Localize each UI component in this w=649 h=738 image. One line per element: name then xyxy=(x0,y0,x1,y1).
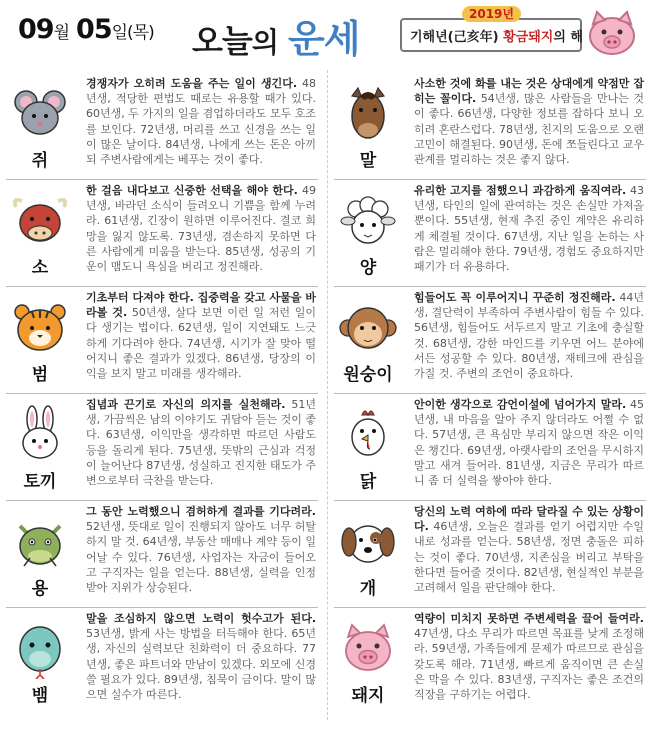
year-text-post: 의 해 xyxy=(553,30,583,45)
row-divider xyxy=(6,500,318,501)
zodiac-name: 소 xyxy=(31,258,49,278)
year-text-pre: 기해년(己亥年) xyxy=(410,30,499,45)
fortune-body: 53년생, 밝게 사는 방법을 터득해야 한다. 65년생, 자신의 실력보단 친화력이 더 중요하다. 77년생, 좋은 파트너와 만남이 있겠다. 외모에 신경 쓸 필요가 있다. 89년생, 침묵이 금이다. 말이 많으면 실수가 따른다. xyxy=(86,627,316,702)
fortune-body: 52년생, 뜻대로 일이 진행되지 않아도 너무 허탈하지 말 것. 64년생, 부동산 매매나 계약 등이 일어날 수 있다. 76년생, 사업자는 자금이 들어오고 구직자는 일을 얻는다. 88년생, 실력을 인정 받아 지위가 상승된다. xyxy=(86,520,316,595)
fortune-text xyxy=(414,397,644,488)
day-unit: 일 xyxy=(111,23,128,43)
tiger-icon xyxy=(10,298,70,358)
horse-icon xyxy=(338,84,398,144)
year-text xyxy=(410,26,583,45)
fortune-item xyxy=(334,76,644,183)
date-label xyxy=(18,14,154,45)
fortune-body: 43년생, 타인의 일에 관여하는 것은 손실만 가져올 뿐이다. 55년생, 현재 추진 중인 계약은 유리하게 체결될 것이다. 67년생, 지난 일을 논하는 사람은 멀리해야 한다. 79년생, 경험도 중요하지만 패기가 더 유용하다. xyxy=(414,184,644,274)
row-divider xyxy=(6,286,318,287)
title-part-of: 의 xyxy=(251,26,278,59)
fortune-body: 48년생, 적당한 편법도 때로는 유용할 때가 있다. 60년생, 두 가지의 일을 겸업하더라도 모두 호조를 보인다. 72년생, 머리를 쓰고 신경을 쓰는 일이 많은 날이다. 84년생, 나에게 쓰는 돈은 아끼되 주변사람에게는 베푸는 것이 좋다. xyxy=(86,77,316,167)
fortune-body: 46년생, 오늘은 결과를 얻기 어렵지만 수일 내로 성과를 얻는다. 58년생, 정면 충돌은 피하는 것이 좋다. 70년생, 지존심을 버리고 부탁을 한다면 들어줄 것이다. 82년생, 현실적인 부분을 고려해서 일을 판단해야 한다. xyxy=(414,520,644,595)
fortune-text xyxy=(86,611,316,702)
fortune-body: 45년생, 내 마음을 알아 주지 않더라도 어쩔 수 없다. 57년생, 큰 욕심만 부리지 않으면 작은 이익은 챙긴다. 69년생, 아랫사람의 조언을 무시하지 말고 새겨 들어라. 81년생, 지금은 무리가 따르니 좀 더 실력을 쌓아야 한다. xyxy=(414,398,644,488)
fortune-text xyxy=(414,504,644,595)
fortune-headline: 기초부터 다져야 한다. 집중력을 갖고 사물을 바라볼 것. xyxy=(86,291,316,320)
fortune-item xyxy=(334,290,644,397)
month-unit: 월 xyxy=(53,23,70,43)
zodiac-name: 용 xyxy=(31,579,49,599)
fortune-headline: 사소한 것에 화를 내는 것은 상대에게 약점만 잡히는 꼴이다. xyxy=(414,77,644,106)
fortune-item xyxy=(334,611,644,718)
fortune-headline: 안이한 생각으로 감언이설에 넘어가지 말라. xyxy=(414,398,627,411)
fortune-text xyxy=(86,183,316,274)
fortune-item xyxy=(334,397,644,504)
mouse-icon xyxy=(10,84,70,144)
fortune-body: 50년생, 살다 보면 이런 일 저런 일이 다 생기는 법이다. 62년생, 일이 지연돼도 느긋하게 기다려야 한다. 74년생, 시기가 잘 맞아 떨어지니 좋은 결과가 있겠다. 86년생, 당장의 이익을 보지 말고 미래를 생각해라. xyxy=(86,306,316,381)
year-badge: 2019년 xyxy=(462,6,521,22)
fortune-item xyxy=(6,183,316,290)
fortune-item xyxy=(6,504,316,611)
title-part-today: 오늘 xyxy=(192,22,252,60)
day-value: 05 xyxy=(76,14,112,45)
row-divider xyxy=(334,500,646,501)
fortune-headline: 유리한 고지를 점했으니 과감하게 움직여라. xyxy=(414,184,627,197)
fortune-body: 44년생, 결단력이 부족하여 주변사람이 힘들 수 있다. 56년생, 힘들어도 서두르지 말고 기초에 충실할 것. 68년생, 강한 마인드를 키우면 어느 분야에서든 성공할 수 있다. 80년생, 재테크에 관심을 가질 것. 주변의 조언이 중요하다. xyxy=(414,291,644,381)
zodiac-name: 말 xyxy=(359,151,377,171)
fortune-headline: 당신의 노력 여하에 따라 달라질 수 있는 상황이다. xyxy=(414,505,644,534)
weekday-label: (목) xyxy=(127,23,154,43)
fortune-body: 54년생, 많은 사람들을 만나는 것이 좋다. 66년생, 다양한 정보를 잡하다 보니 오히려 혼란스럽다. 78년생, 친지의 도움으로 오랜 고민이 해결된다. 90년생, 돈에 쪼들린다고 교우관계를 멀리하는 것은 좋지 않다. xyxy=(414,92,644,167)
fortune-text xyxy=(86,290,316,381)
fortune-headline: 집념과 끈기로 자신의 의지를 실천해라. xyxy=(86,398,286,411)
fortune-text xyxy=(86,504,316,595)
title-part-fortune: 운세 xyxy=(288,17,360,61)
row-divider xyxy=(334,393,646,394)
fortune-headline: 그 동안 노력했으니 겸허하게 결과를 기다려라. xyxy=(86,505,316,518)
ox-icon xyxy=(10,191,70,251)
row-divider xyxy=(334,179,646,180)
column-divider xyxy=(327,70,328,720)
fortune-text xyxy=(86,76,316,167)
row-divider xyxy=(6,179,318,180)
fortune-text xyxy=(414,183,644,274)
fortune-headline: 한 걸음 내다보고 신중한 선택을 해야 한다. xyxy=(86,184,298,197)
fortune-item xyxy=(6,76,316,183)
dog-icon xyxy=(338,512,398,572)
year-text-highlight: 황금돼지 xyxy=(503,30,554,45)
fortune-headline: 역량이 미치지 못하면 주변세력을 끌어 들여라. xyxy=(414,612,644,625)
header-pig-icon xyxy=(585,10,639,56)
fortune-text xyxy=(86,397,316,488)
row-divider xyxy=(6,393,318,394)
pig-icon xyxy=(338,619,398,679)
fortune-item xyxy=(334,183,644,290)
zodiac-name: 토끼 xyxy=(23,472,57,492)
zodiac-name: 닭 xyxy=(359,472,377,492)
fortune-body: 49년생, 바라던 소식이 들려오니 기쁨을 함께 누려라. 61년생, 긴장이 원하면 이루어진다. 결코 희망을 잃지 않도록. 73년생, 겸손하지 못하면 다른 사람에게 미움을 받는다. 85년생, 성공의 기운이 맴도니 욕심을 버리고 정진해라. xyxy=(86,184,316,274)
row-divider xyxy=(334,607,646,608)
zodiac-name: 양 xyxy=(359,258,377,278)
fortune-item xyxy=(334,504,644,611)
monkey-icon xyxy=(338,298,398,358)
fortune-text xyxy=(414,290,644,381)
page-header xyxy=(0,0,649,62)
fortune-item xyxy=(6,290,316,397)
fortune-text xyxy=(414,611,644,702)
sheep-icon xyxy=(338,191,398,251)
snake-icon xyxy=(10,619,70,679)
zodiac-name: 범 xyxy=(31,365,49,385)
fortune-text xyxy=(414,76,644,167)
rooster-icon xyxy=(338,405,398,465)
zodiac-name: 개 xyxy=(359,579,377,599)
fortune-headline: 힘들어도 꼭 이루어지니 꾸준히 정진해라. xyxy=(414,291,616,304)
zodiac-name: 돼지 xyxy=(351,686,385,706)
zodiac-name: 뱀 xyxy=(31,686,49,706)
page-title xyxy=(192,8,359,63)
zodiac-name: 쥐 xyxy=(31,151,49,171)
fortune-body: 51년생, 가끔씩은 남의 이야기도 귀담아 듣는 것이 좋다. 63년생, 이익만을 생각하면 따르던 사람도 등을 돌리게 된다. 75년생, 뜻밖의 근심과 걱정이 늘어난다 87년생, 성실하고 진지한 태도가 주변으로부터 극찬을 받는다. xyxy=(86,398,316,488)
zodiac-name: 원숭이 xyxy=(343,365,393,385)
fortune-headline: 경쟁자가 오히려 도움을 주는 일이 생긴다. xyxy=(86,77,298,90)
month-value: 09 xyxy=(18,14,54,45)
fortune-item xyxy=(6,611,316,718)
fortune-headline: 말을 조심하지 않으면 노력이 헛수고가 된다. xyxy=(86,612,316,625)
rabbit-icon xyxy=(10,405,70,465)
row-divider xyxy=(334,286,646,287)
fortune-item xyxy=(6,397,316,504)
dragon-icon xyxy=(10,512,70,572)
fortune-body: 47년생, 다소 무리가 따르면 목표를 낮게 조정해라. 59년생, 가족들에게 문제가 따르므로 관심을 갖도록 해라. 71년생, 빠르게 움직이면 큰 손실은 막을 수 있다. 83년생, 구직자는 좋은 조건의 직장을 구하기는 어렵다. xyxy=(414,627,644,702)
row-divider xyxy=(6,607,318,608)
